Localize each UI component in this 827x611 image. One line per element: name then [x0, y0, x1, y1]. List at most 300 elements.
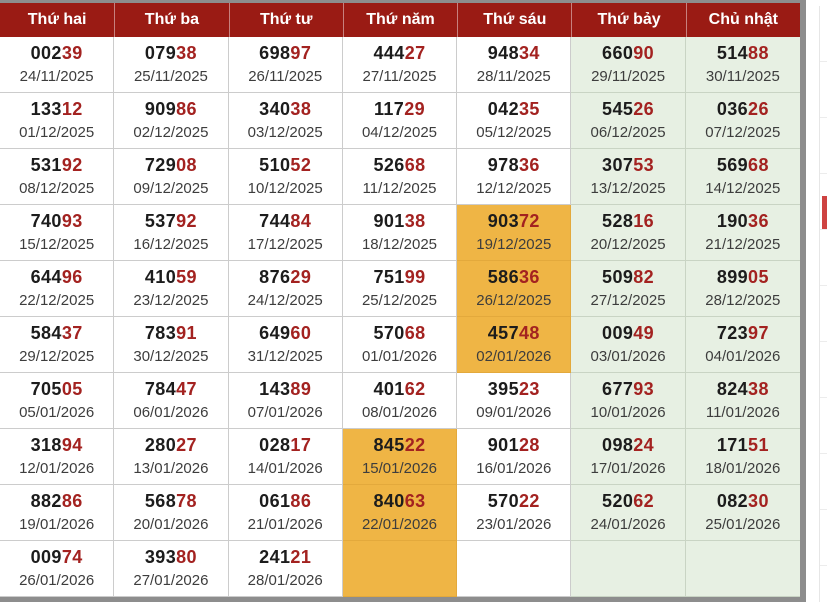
result-number [343, 209, 456, 234]
number-last-two-digits: 68 [404, 323, 426, 343]
result-number [457, 209, 570, 234]
number-last-two-digits: 59 [176, 267, 197, 287]
number-main-digits: 569 [716, 155, 749, 175]
result-number [0, 41, 113, 66]
result-number [114, 321, 227, 346]
number-main-digits: 401 [373, 379, 405, 399]
result-cell [0, 317, 114, 373]
result-number [457, 377, 570, 402]
result-number [114, 265, 227, 290]
result-number [114, 97, 227, 122]
number-last-two-digits: 26 [748, 99, 769, 119]
result-number [686, 97, 800, 122]
result-cell [686, 37, 800, 93]
result-number [686, 377, 800, 402]
number-last-two-digits: 68 [748, 155, 769, 175]
number-main-digits: 698 [259, 43, 291, 63]
result-number [229, 41, 342, 66]
result-number [571, 209, 684, 234]
number-last-two-digits: 22 [404, 435, 426, 455]
result-date: 14/01/2026 [247, 460, 323, 477]
result-date: 29/11/2025 [591, 68, 666, 85]
result-number [686, 41, 800, 66]
number-main-digits: 903 [487, 211, 519, 231]
number-main-digits: 584 [30, 323, 62, 343]
result-number [571, 97, 684, 122]
number-last-two-digits: 93 [61, 211, 83, 231]
result-date: 28/12/2025 [705, 292, 781, 309]
right-page-gutter [806, 0, 827, 611]
result-cell [114, 261, 228, 317]
day-header-monday: Thứ hai [27, 11, 87, 28]
result-date: 09/12/2025 [133, 180, 209, 197]
result-number [343, 41, 456, 66]
result-date: 23/12/2025 [133, 292, 209, 309]
result-cell [571, 429, 685, 485]
result-date: 25/01/2026 [705, 516, 781, 533]
result-cell [343, 93, 457, 149]
number-main-digits: 537 [144, 211, 177, 231]
result-cell [0, 149, 114, 205]
result-number [0, 433, 113, 458]
result-cell [114, 93, 228, 149]
number-last-two-digits: 38 [176, 43, 197, 63]
result-number [114, 377, 227, 402]
number-last-two-digits: 27 [176, 435, 197, 455]
number-main-digits: 660 [602, 43, 634, 63]
number-last-two-digits: 30 [748, 491, 769, 511]
result-cell [0, 37, 114, 93]
result-number [114, 489, 227, 514]
result-cell [114, 149, 228, 205]
result-cell [343, 261, 457, 317]
number-last-two-digits: 86 [290, 491, 312, 511]
number-main-digits: 036 [716, 99, 749, 119]
result-cell [114, 485, 228, 541]
number-last-two-digits: 36 [748, 211, 769, 231]
result-date: 19/12/2025 [476, 236, 552, 253]
number-last-two-digits: 34 [518, 43, 540, 63]
result-date: 28/11/2025 [476, 68, 551, 85]
number-main-digits: 705 [30, 379, 62, 399]
result-date: 12/01/2026 [19, 460, 95, 477]
result-date: 01/12/2025 [19, 124, 95, 141]
result-date: 30/11/2025 [705, 68, 780, 85]
result-cell [457, 261, 571, 317]
result-cell [114, 429, 228, 485]
result-cell [571, 37, 685, 93]
number-last-two-digits: 97 [748, 323, 769, 343]
number-main-digits: 783 [144, 323, 177, 343]
result-cell [343, 373, 457, 429]
number-main-digits: 171 [716, 435, 749, 455]
number-last-two-digits: 12 [61, 99, 83, 119]
result-cell [343, 429, 457, 485]
result-date: 06/12/2025 [590, 124, 666, 141]
result-number [571, 321, 684, 346]
number-last-two-digits: 52 [290, 155, 312, 175]
number-main-digits: 909 [144, 99, 177, 119]
number-last-two-digits: 62 [404, 379, 426, 399]
result-date: 24/01/2026 [590, 516, 666, 533]
number-last-two-digits: 39 [61, 43, 83, 63]
number-main-digits: 899 [716, 267, 749, 287]
result-date: 17/01/2026 [590, 460, 666, 477]
number-main-digits: 845 [373, 435, 405, 455]
number-last-two-digits: 74 [61, 547, 83, 567]
result-date: 01/01/2026 [361, 348, 438, 365]
result-number [114, 153, 227, 178]
number-main-digits: 978 [487, 155, 519, 175]
number-main-digits: 082 [716, 491, 749, 511]
result-cell [457, 149, 571, 205]
result-cell [571, 149, 685, 205]
number-main-digits: 444 [373, 43, 405, 63]
result-number [229, 489, 342, 514]
number-main-digits: 586 [487, 267, 519, 287]
number-last-two-digits: 27 [404, 43, 426, 63]
result-date: 22/12/2025 [19, 292, 95, 309]
number-last-two-digits: 89 [290, 379, 312, 399]
result-date: 26/12/2025 [476, 292, 552, 309]
result-date: 04/12/2025 [361, 124, 438, 141]
result-number [686, 209, 800, 234]
number-last-two-digits: 24 [633, 435, 655, 455]
result-date: 25/12/2025 [361, 292, 438, 309]
result-date: 05/01/2026 [19, 404, 95, 421]
result-date: 30/12/2025 [133, 348, 209, 365]
day-header-wednesday: Thứ tư [229, 3, 343, 37]
result-cell [457, 37, 571, 93]
number-last-two-digits: 36 [518, 155, 540, 175]
number-main-digits: 318 [30, 435, 62, 455]
result-cell [686, 373, 800, 429]
result-date: 21/01/2026 [247, 516, 323, 533]
number-main-digits: 514 [716, 43, 749, 63]
number-main-digits: 531 [30, 155, 62, 175]
result-date: 11/12/2025 [362, 180, 437, 197]
result-cell [571, 261, 685, 317]
result-cell [229, 149, 343, 205]
number-main-digits: 568 [144, 491, 177, 511]
number-last-two-digits: 68 [404, 155, 426, 175]
adjacent-table-edge [819, 6, 827, 602]
result-number [343, 433, 456, 458]
number-main-digits: 079 [144, 43, 177, 63]
number-main-digits: 002 [30, 43, 62, 63]
result-number [686, 433, 800, 458]
result-number [686, 321, 800, 346]
number-last-two-digits: 05 [748, 267, 769, 287]
number-main-digits: 545 [602, 99, 634, 119]
result-date: 24/11/2025 [19, 68, 94, 85]
number-last-two-digits: 26 [633, 99, 655, 119]
result-number [457, 153, 570, 178]
result-number [343, 489, 456, 514]
result-date: 21/12/2025 [705, 236, 781, 253]
number-last-two-digits: 97 [290, 43, 312, 63]
result-cell [343, 149, 457, 205]
result-number [343, 265, 456, 290]
number-last-two-digits: 84 [290, 211, 312, 231]
result-cell [571, 541, 685, 597]
number-main-digits: 526 [373, 155, 405, 175]
result-number [457, 265, 570, 290]
day-header-tuesday: Thứ ba [114, 3, 228, 37]
number-main-digits: 143 [259, 379, 291, 399]
result-date: 08/01/2026 [361, 404, 438, 421]
result-cell [686, 541, 800, 597]
number-last-two-digits: 16 [633, 211, 655, 231]
number-main-digits: 723 [716, 323, 749, 343]
number-last-two-digits: 51 [748, 435, 769, 455]
number-main-digits: 840 [373, 491, 405, 511]
result-date: 19/01/2026 [19, 516, 95, 533]
result-cell [229, 541, 343, 597]
result-date: 20/12/2025 [590, 236, 666, 253]
result-number [114, 545, 227, 570]
number-last-two-digits: 82 [633, 267, 655, 287]
result-number [571, 265, 684, 290]
result-date: 26/11/2025 [248, 68, 323, 85]
result-cell [686, 205, 800, 261]
result-date: 16/01/2026 [476, 460, 552, 477]
result-number [457, 433, 570, 458]
result-date: 16/12/2025 [133, 236, 209, 253]
result-cell [0, 541, 114, 597]
result-number [229, 209, 342, 234]
result-number [229, 265, 342, 290]
number-last-two-digits: 29 [404, 99, 426, 119]
result-cell [343, 485, 457, 541]
result-number [0, 321, 113, 346]
result-cell [686, 261, 800, 317]
number-main-digits: 570 [373, 323, 405, 343]
number-main-digits: 028 [259, 435, 291, 455]
number-main-digits: 570 [487, 491, 519, 511]
number-main-digits: 744 [259, 211, 291, 231]
result-number [114, 433, 227, 458]
number-main-digits: 280 [144, 435, 177, 455]
result-cell [114, 37, 228, 93]
result-number [686, 153, 800, 178]
result-date: 22/01/2026 [361, 516, 438, 533]
number-last-two-digits: 80 [176, 547, 197, 567]
result-date: 02/01/2026 [476, 348, 552, 365]
result-cell [343, 317, 457, 373]
number-main-digits: 528 [602, 211, 634, 231]
number-last-two-digits: 86 [176, 99, 197, 119]
number-main-digits: 410 [144, 267, 177, 287]
number-last-two-digits: 91 [176, 323, 197, 343]
result-cell [229, 205, 343, 261]
result-date: 25/11/2025 [133, 68, 208, 85]
number-main-digits: 042 [487, 99, 519, 119]
result-date: 24/12/2025 [247, 292, 323, 309]
result-cell [571, 317, 685, 373]
result-cell [686, 429, 800, 485]
number-main-digits: 520 [602, 491, 634, 511]
number-main-digits: 729 [144, 155, 177, 175]
number-main-digits: 876 [259, 267, 291, 287]
number-last-two-digits: 72 [518, 211, 540, 231]
result-cell [457, 317, 571, 373]
result-cell [571, 205, 685, 261]
number-last-two-digits: 21 [290, 547, 312, 567]
result-number [0, 153, 113, 178]
result-number [686, 265, 800, 290]
result-cell [114, 541, 228, 597]
result-date: 03/12/2025 [247, 124, 323, 141]
number-last-two-digits: 93 [633, 379, 655, 399]
result-cell [229, 373, 343, 429]
result-cell [571, 373, 685, 429]
number-last-two-digits: 96 [61, 267, 83, 287]
number-last-two-digits: 48 [518, 323, 540, 343]
number-main-digits: 061 [259, 491, 291, 511]
result-number [457, 41, 570, 66]
number-last-two-digits: 38 [748, 379, 769, 399]
result-number [0, 209, 113, 234]
result-date: 27/12/2025 [590, 292, 666, 309]
result-cell [457, 373, 571, 429]
number-last-two-digits: 38 [404, 211, 426, 231]
number-last-two-digits: 92 [176, 211, 197, 231]
result-cell [229, 261, 343, 317]
result-number [229, 153, 342, 178]
result-date: 28/01/2026 [247, 572, 323, 589]
result-number [457, 97, 570, 122]
result-number [571, 433, 684, 458]
result-date: 05/12/2025 [476, 124, 552, 141]
number-main-digits: 901 [373, 211, 405, 231]
result-number [0, 265, 113, 290]
number-main-digits: 882 [30, 491, 62, 511]
result-cell [229, 485, 343, 541]
number-main-digits: 784 [144, 379, 177, 399]
result-number [343, 97, 456, 122]
result-date: 04/01/2026 [705, 348, 781, 365]
table-header-row [0, 3, 800, 37]
result-number [229, 433, 342, 458]
result-cell [0, 429, 114, 485]
result-cell [571, 93, 685, 149]
result-cell [0, 205, 114, 261]
result-number [229, 321, 342, 346]
result-date: 31/12/2025 [247, 348, 323, 365]
number-last-two-digits: 05 [61, 379, 83, 399]
number-main-digits: 133 [30, 99, 62, 119]
result-cell [457, 541, 571, 597]
number-last-two-digits: 37 [61, 323, 83, 343]
number-main-digits: 649 [259, 323, 291, 343]
number-last-two-digits: 35 [518, 99, 540, 119]
result-cell [114, 317, 228, 373]
result-number [0, 97, 113, 122]
number-last-two-digits: 53 [633, 155, 655, 175]
result-date: 18/12/2025 [361, 236, 438, 253]
result-number [229, 545, 342, 570]
number-main-digits: 393 [144, 547, 177, 567]
result-number [343, 153, 456, 178]
result-cell [229, 429, 343, 485]
table-body [0, 37, 800, 597]
number-main-digits: 009 [30, 547, 62, 567]
number-main-digits: 509 [602, 267, 634, 287]
day-header-friday: Thứ sáu [457, 3, 571, 37]
number-main-digits: 644 [30, 267, 62, 287]
number-last-two-digits: 60 [290, 323, 312, 343]
result-date: 23/01/2026 [476, 516, 552, 533]
result-cell [343, 541, 457, 597]
result-date: 13/12/2025 [590, 180, 666, 197]
number-last-two-digits: 22 [518, 491, 540, 511]
number-main-digits: 307 [602, 155, 634, 175]
number-main-digits: 457 [487, 323, 519, 343]
result-number [0, 545, 113, 570]
result-date: 07/01/2026 [247, 404, 323, 421]
result-cell [0, 93, 114, 149]
result-date: 13/01/2026 [133, 460, 209, 477]
number-last-two-digits: 47 [176, 379, 197, 399]
result-date: 18/01/2026 [705, 460, 781, 477]
result-cell [229, 93, 343, 149]
result-number [114, 209, 227, 234]
number-main-digits: 677 [602, 379, 634, 399]
number-last-two-digits: 29 [290, 267, 312, 287]
adjacent-red-element-fragment [822, 196, 827, 229]
result-number [571, 377, 684, 402]
number-main-digits: 395 [487, 379, 519, 399]
number-main-digits: 948 [487, 43, 519, 63]
result-date: 15/12/2025 [19, 236, 95, 253]
number-last-two-digits: 63 [404, 491, 426, 511]
result-number [343, 321, 456, 346]
number-last-two-digits: 36 [518, 267, 540, 287]
result-date: 17/12/2025 [247, 236, 323, 253]
result-number [114, 41, 227, 66]
day-header-saturday: Thứ bảy [571, 3, 685, 37]
result-cell [457, 429, 571, 485]
number-main-digits: 241 [259, 547, 291, 567]
number-main-digits: 117 [373, 99, 405, 119]
number-last-two-digits: 90 [633, 43, 655, 63]
result-cell [229, 37, 343, 93]
day-header-sunday: Chủ nhật [686, 3, 800, 37]
result-cell [457, 205, 571, 261]
result-date: 06/01/2026 [133, 404, 209, 421]
result-date: 26/01/2026 [19, 572, 95, 589]
result-number [229, 377, 342, 402]
number-last-two-digits: 94 [61, 435, 83, 455]
result-number [457, 321, 570, 346]
number-main-digits: 340 [259, 99, 291, 119]
result-date: 07/12/2025 [705, 124, 781, 141]
result-number [457, 489, 570, 514]
result-cell [686, 317, 800, 373]
number-main-digits: 190 [716, 211, 749, 231]
number-main-digits: 901 [487, 435, 519, 455]
result-date: 12/12/2025 [476, 180, 552, 197]
result-date: 27/11/2025 [362, 68, 437, 85]
result-date: 27/01/2026 [133, 572, 209, 589]
number-main-digits: 824 [716, 379, 749, 399]
result-cell [343, 205, 457, 261]
result-cell [114, 205, 228, 261]
result-number [0, 489, 113, 514]
result-cell [457, 485, 571, 541]
number-last-two-digits: 78 [176, 491, 197, 511]
